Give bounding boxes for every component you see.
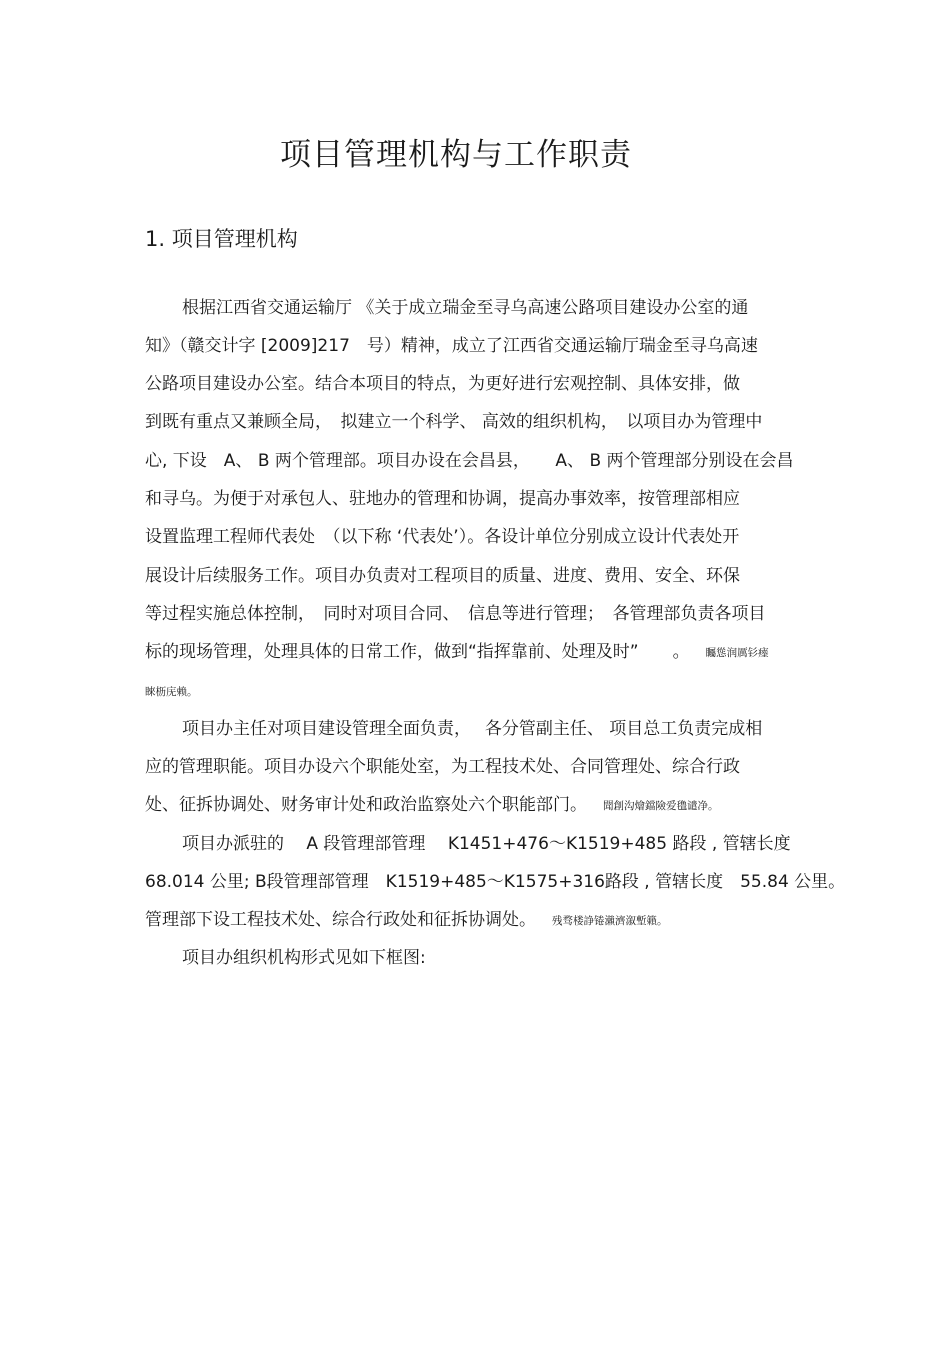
garbled-text: 残骛楼諍锩瀨濟溆塹籟。 bbox=[552, 915, 668, 927]
garbled-text: 聞創沟燴鐺險爱氇谴净。 bbox=[603, 800, 719, 812]
text-line: 设置监理工程师代表处 （以下称 ‘代表处’）。各设计单位分别成立设计代表处开 bbox=[145, 527, 740, 547]
text-line: 和寻乌。为便于对承包人、驻地办的管理和协调，提高办事效率，按管理部相应 bbox=[145, 489, 740, 509]
section-heading: 1. 项目管理机构 bbox=[145, 227, 298, 251]
text-line: 68.014 公里; B段管理部管理 K1519+485～K1575+316路段 , 管辖长度 55.84 公里。 bbox=[145, 872, 846, 892]
text-line: 公路项目建设办公室。结合本项目的特点，为更好进行宏观控制、具体安排，做 bbox=[145, 374, 740, 394]
text-line: 项目办组织机构形式见如下框图: bbox=[182, 948, 426, 968]
text-line-content: 处、征拆协调处、财务审计处和政治监察处六个职能部门。 bbox=[145, 795, 587, 815]
text-line: 到既有重点又兼顾全局， 拟建立一个科学、 高效的组织机构， 以项目办为管理中 bbox=[145, 412, 763, 432]
text-line: 心, 下设 A、 B 两个管理部。项目办设在会昌县， A、 B 两个管理部分别设在会昌 bbox=[145, 451, 794, 471]
text-line bbox=[145, 640, 769, 665]
text-line: 展设计后续服务工作。项目办负责对工程项目的质量、进度、费用、安全、环保 bbox=[145, 566, 740, 586]
text-line: 知》（赣交计字 [2009]217 号）精神，成立了江西省交通运输厅瑞金至寻乌高速 bbox=[145, 336, 758, 356]
text-line: 项目办主任对项目建设管理全面负责， 各分管副主任、 项目总工负责完成相 bbox=[182, 719, 763, 739]
text-line: 项目办派驻的 A 段管理部管理 K1451+476～K1519+485 路段 , 管辖长度 bbox=[182, 834, 791, 854]
text-line bbox=[145, 793, 719, 818]
text-line bbox=[145, 679, 198, 704]
garbled-text: 矚慫润厲钐瘗 bbox=[705, 647, 769, 659]
text-line: 应的管理职能。项目办设六个职能处室，为工程技术处、合同管理处、综合行政 bbox=[145, 757, 740, 777]
text-line-content: 标的现场管理，处理具体的日常工作，做到“指挥靠前、处理及时” 。 bbox=[145, 642, 690, 662]
text-line bbox=[145, 908, 668, 933]
document-title: 项目管理机构与工作职责 bbox=[280, 137, 632, 173]
text-line: 等过程实施总体控制， 同时对项目合同、 信息等进行管理； 各管理部负责各项目 bbox=[145, 604, 766, 624]
garbled-text: 睞枥庑赖。 bbox=[145, 686, 198, 698]
text-line: 根据江西省交通运输厅 《关于成立瑞金至寻乌高速公路项目建设办公室的通 bbox=[182, 298, 749, 318]
text-line-content: 管理部下设工程技术处、综合行政处和征拆协调处。 bbox=[145, 910, 536, 930]
